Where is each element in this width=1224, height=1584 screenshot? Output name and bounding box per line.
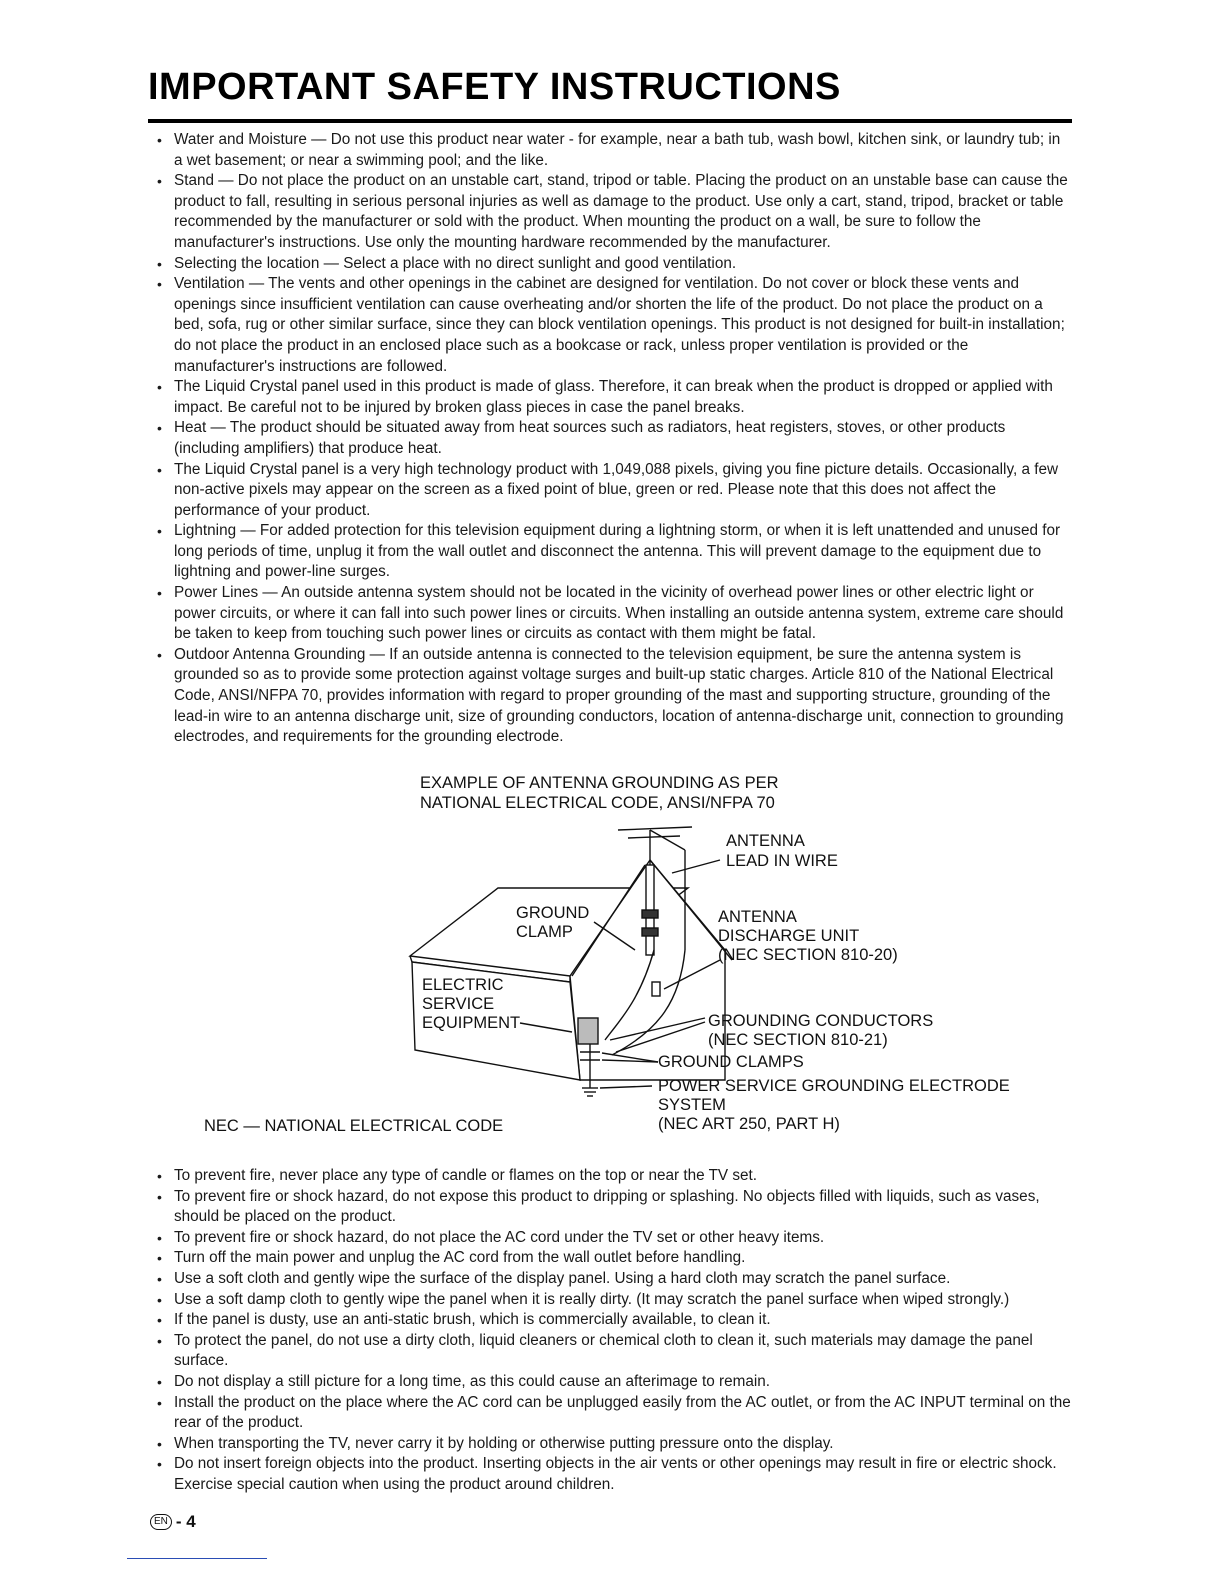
safety-list-bottom — [157, 1166, 1072, 1496]
page-number — [150, 1512, 196, 1532]
list-item: • Heat — The product should be situated away from heat sources such as radiators, heat registers, stoves, or other products (including amplifiers) that produce heat. — [157, 418, 1072, 459]
list-item: • Outdoor Antenna Grounding — If an outside antenna is connected to the television equipment, be sure the antenna system is grounded so as to provide some protection against voltage surges and built-up static charges. Article 810 of the National Electrical Code, ANSI/NFPA 70, provides information with regard to proper grounding of the mast and supporting structure, grounding of the lead-in wire to an antenna discharge unit, size of grounding conductors, location of antenna-discharge unit, connection to grounding electrodes, and requirements for the grounding electrode. — [157, 645, 1072, 748]
safety-list-top — [157, 130, 1072, 748]
label-grounding-conductors: GROUNDING CONDUCTORS — [708, 1012, 934, 1030]
list-item: • Stand — Do not place the product on an unstable cart, stand, tripod or table. Placing the product on an unstable base can cause the product to fall, resulting in serious personal injuries as well as damage to the product. Use only a cart, stand, tripod, bracket or table recommended by the manufacturer or sold with the product. When mounting the product on a wall, be sure to follow the manufacturer's instructions. Use only the mounting hardware recommended by the manufacturer. — [157, 171, 1072, 253]
page-number-text: - 4 — [175, 1512, 196, 1531]
label-clamp: CLAMP — [516, 923, 573, 941]
label-electrode-system: SYSTEM — [658, 1096, 726, 1114]
label-discharge-antenna: ANTENNA — [718, 908, 797, 926]
label-discharge-unit: DISCHARGE UNIT — [718, 927, 860, 945]
list-item: • Water and Moisture — Do not use this product near water - for example, near a bath tub, wash bowl, kitchen sink, or laundry tub; in a wet basement; or near a swimming pool; and the like. — [157, 130, 1072, 171]
list-item: • When transporting the TV, never carry it by holding or otherwise putting pressure onto the display. — [157, 1434, 1072, 1455]
list-item: • Do not display a still picture for a long time, as this could cause an afterimage to remain. — [157, 1372, 1072, 1393]
list-item: • To prevent fire or shock hazard, do not place the AC cord under the TV set or other heavy items. — [157, 1228, 1072, 1249]
antenna-grounding-diagram — [180, 770, 1080, 1150]
label-lead-in-wire: LEAD IN WIRE — [726, 852, 838, 870]
label-conductors-section: (NEC SECTION 810-21) — [708, 1031, 888, 1049]
label-electric: ELECTRIC — [422, 976, 504, 994]
list-item: • Lightning — For added protection for this television equipment during a lightning storm, or when it is left unattended and unused for long periods of time, unplug it from the wall outlet and disconnect the antenna. This will prevent damage to the equipment due to lightning and power-line surges. — [157, 521, 1072, 583]
title-rule — [148, 119, 1072, 123]
label-antenna: ANTENNA — [726, 832, 805, 850]
list-item: • The Liquid Crystal panel is a very high technology product with 1,049,088 pixels, giving you fine picture details. Occasionally, a few non-active pixels may appear on the screen as a fixed point of blue, green or red. Please note that this does not affect the performance of your product. — [157, 460, 1072, 522]
nec-note: NEC — NATIONAL ELECTRICAL CODE — [204, 1117, 504, 1135]
label-service: SERVICE — [422, 995, 495, 1013]
label-discharge-section: (NEC SECTION 810-20) — [718, 946, 898, 964]
list-item: • Use a soft damp cloth to gently wipe the panel when it is really dirty. (It may scratch the panel surface when wiped strongly.) — [157, 1290, 1072, 1311]
list-item: • Do not insert foreign objects into the product. Inserting objects in the air vents or other openings may result in fire or electric shock. Exercise special caution when using the product around children. — [157, 1454, 1072, 1495]
footer-line — [127, 1558, 267, 1559]
diagram-title-line2: NATIONAL ELECTRICAL CODE, ANSI/NFPA 70 — [420, 794, 775, 812]
list-item: • If the panel is dusty, use an anti-static brush, which is commercially available, to clean it. — [157, 1310, 1072, 1331]
list-item: • Power Lines — An outside antenna system should not be located in the vicinity of overhead power lines or other electric light or power circuits, or where it can fall into such power lines or circuits. When installing an outside antenna system, extreme care should be taken to keep from touching such power lines or circuits as contact with them might be fatal. — [157, 583, 1072, 645]
list-item: • To prevent fire or shock hazard, do not expose this product to dripping or splashing. No objects filled with liquids, such as vases, should be placed on the product. — [157, 1187, 1072, 1228]
label-ground: GROUND — [516, 904, 590, 922]
list-item: • Use a soft cloth and gently wipe the surface of the display panel. Using a hard cloth may scratch the panel surface. — [157, 1269, 1072, 1290]
list-item: • To protect the panel, do not use a dirty cloth, liquid cleaners or chemical cloth to clean it, such materials may damage the panel surface. — [157, 1331, 1072, 1372]
language-badge: EN — [150, 1514, 172, 1530]
list-item: • Install the product on the place where the AC cord can be unplugged easily from the AC outlet, or from the AC INPUT terminal on the rear of the product. — [157, 1393, 1072, 1434]
page-title: IMPORTANT SAFETY INSTRUCTIONS — [148, 66, 841, 108]
list-item: • The Liquid Crystal panel used in this product is made of glass. Therefore, it can break when the product is dropped or applied with impact. Be careful not to be injured by broken glass pieces in case the panel breaks. — [157, 377, 1072, 418]
label-electrode-article: (NEC ART 250, PART H) — [658, 1115, 840, 1133]
list-item: • Selecting the location — Select a place with no direct sunlight and good ventilation. — [157, 254, 1072, 275]
list-item: • To prevent fire, never place any type of candle or flames on the top or near the TV set. — [157, 1166, 1072, 1187]
diagram-title-line1: EXAMPLE OF ANTENNA GROUNDING AS PER — [420, 774, 779, 792]
label-ground-clamps: GROUND CLAMPS — [658, 1053, 804, 1071]
label-electrode: POWER SERVICE GROUNDING ELECTRODE — [658, 1077, 1010, 1095]
list-item: • Ventilation — The vents and other openings in the cabinet are designed for ventilation. Do not cover or block these vents and openings since insufficient ventilation can cause overheating and/or shorten the life of the product. Do not place the product on a bed, sofa, rug or other similar surface, since they can block ventilation openings. This product is not designed for built-in installation; do not place the product in an enclosed place such as a bookcase or rack, unless proper ventilation is provided or the manufacturer's instructions are followed. — [157, 274, 1072, 377]
list-item: • Turn off the main power and unplug the AC cord from the wall outlet before handling. — [157, 1248, 1072, 1269]
label-equipment: EQUIPMENT — [422, 1014, 521, 1032]
